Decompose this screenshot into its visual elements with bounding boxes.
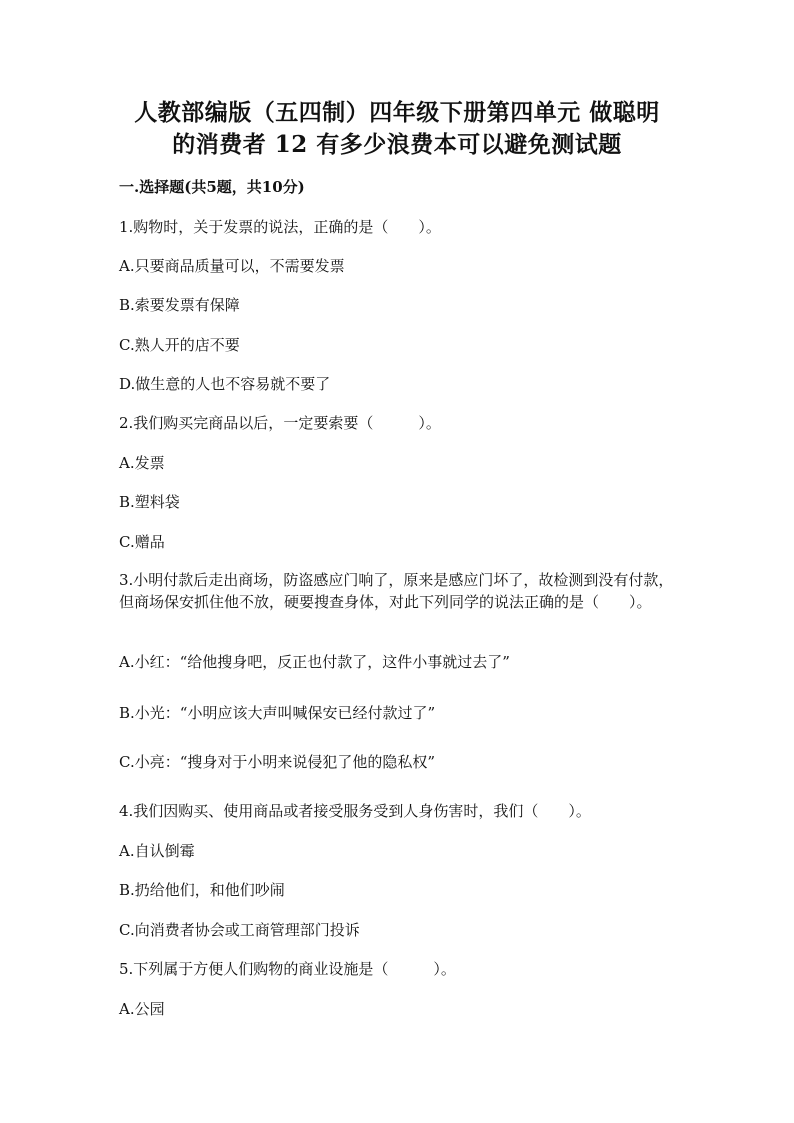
question-1-stem: 1.购物时，关于发票的说法，正确的是（ ）。	[119, 218, 441, 236]
question-2-stem: 2.我们购买完商品以后，一定要索要（ ）。	[119, 414, 441, 432]
question-2-option-c: C.赠品	[119, 533, 165, 551]
question-3-option-c: C.小亮：“搜身对于小明来说侵犯了他的隐私权”	[119, 753, 436, 771]
question-3-stem: 3.小明付款后走出商场，防盗感应门响了，原来是感应门坏了，故检测到没有付款，但商场保安抓住他不放，硬要搜查身体，对此下列同学的说法正确的是（ ）。	[119, 571, 674, 611]
question-1-option-a: A.只要商品质量可以，不需要发票	[119, 257, 345, 275]
section-heading: 一.选择题(共5题，共10分)	[119, 178, 305, 196]
question-2-option-b: B.塑料袋	[119, 493, 180, 511]
question-4-option-b: B.扔给他们，和他们吵闹	[119, 881, 285, 899]
question-4-option-a: A.自认倒霉	[119, 842, 195, 860]
question-4-stem: 4.我们因购买、使用商品或者接受服务受到人身伤害时，我们（ ）。	[119, 802, 591, 820]
question-5-stem: 5.下列属于方便人们购物的商业设施是（ ）。	[119, 960, 456, 978]
page-title-line-2: 的消费者 12 有多少浪费本可以避免测试题	[172, 131, 622, 158]
question-3-option-a: A.小红：“给他搜身吧，反正也付款了，这件小事就过去了”	[119, 653, 510, 671]
question-1-option-b: B.索要发票有保障	[119, 296, 240, 314]
question-3-option-b: B.小光：“小明应该大声叫喊保安已经付款过了”	[119, 704, 436, 722]
question-1-option-d: D.做生意的人也不容易就不要了	[119, 375, 331, 393]
question-2-option-a: A.发票	[119, 454, 165, 472]
question-5-option-a: A.公园	[119, 1000, 165, 1018]
page-title-line-1: 人教部编版（五四制）四年级下册第四单元 做聪明	[134, 99, 660, 126]
question-4-option-c: C.向消费者协会或工商管理部门投诉	[119, 921, 360, 939]
question-1-option-c: C.熟人开的店不要	[119, 336, 240, 354]
